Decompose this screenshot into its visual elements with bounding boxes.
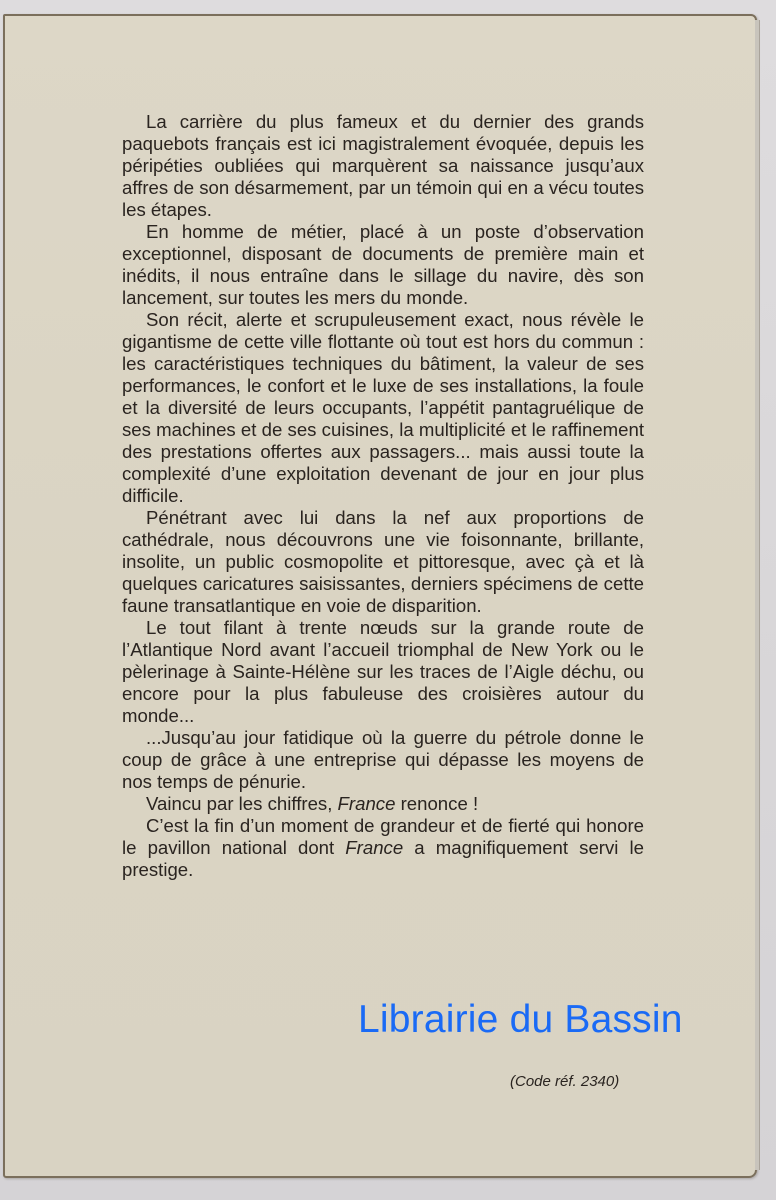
text-run: C’est la fin d’un moment de grandeur et de fierté qui honore le pavillon national dont [122,815,644,858]
bookseller-watermark: Librairie du Bassin [358,998,683,1041]
text-run: renonce ! [395,793,479,814]
text-run: Son récit, alerte et scrupuleusement exact, nous révèle le gigantisme de cette ville flottante où tout est hors du commun : les caractéristiques techniques du bâtiment, la valeur de ses performances, le confort et le luxe de ses installations, la foule et la diversité de leurs occupants, l’appétit pantagruélique de ses machines et de ses cuisines, la multiplicité et le raffinement des prestations offertes aux passagers... mais aussi toute la complexité d’une exploitation devenant de jour en jour plus difficile. [122,309,644,506]
text-run: La carrière du plus fameux et du dernier des grands paquebots français est ici magistralement évoquée, depuis les péripéties oubliées qui marquèrent sa naissance jusqu’aux affres de son désarmement, par un témoin qui en a vécu toutes les étapes. [122,111,644,220]
text-run: ...Jusqu’au jour fatidique où la guerre du pétrole donne le coup de grâce à une entreprise qui dépasse les moyens de nos temps de pénurie. [122,727,644,792]
paragraph-cathedral [122,507,644,617]
text-run: En homme de métier, placé à un poste d’observation exceptionnel, disposant de documents de première main et inédits, il nous entraîne dans le sillage du navire, dès son lancement, sur toutes les mers du monde. [122,221,644,308]
code-reference: (Code réf. 2340) [510,1073,620,1090]
paragraph-oil-war [122,727,644,793]
paragraph-career [122,111,644,221]
ship-name-italic: France [337,793,396,814]
paragraph-witness [122,221,644,309]
text-run: Pénétrant avec lui dans la nef aux proportions de cathédrale, nous découvrons une vie foisonnante, brillante, insolite, un public cosmopolite et pittoresque, avec çà et là quelques caricatures saisissantes, derniers spécimens de cette faune transatlantique en voie de disparition. [122,507,644,616]
paragraph-account [122,309,644,507]
text-run: Le tout filant à trente nœuds sur la grande route de l’Atlantique Nord avant l’accueil triomphal de New York ou le pèlerinage à Sainte-Hélène sur les traces de l’Aigle déchu, ou encore pour la plus fabuleuse des croisières autour du monde... [122,617,644,726]
paragraph-atlantic [122,617,644,727]
blurb-text [122,111,644,881]
paragraph-france-renounces [122,793,644,815]
text-run: a magnifiquement servi le prestige. [122,837,644,880]
ship-name-italic: France [345,837,404,858]
text-run: Vaincu par les chiffres, [146,793,338,814]
paragraph-conclusion [122,815,644,881]
